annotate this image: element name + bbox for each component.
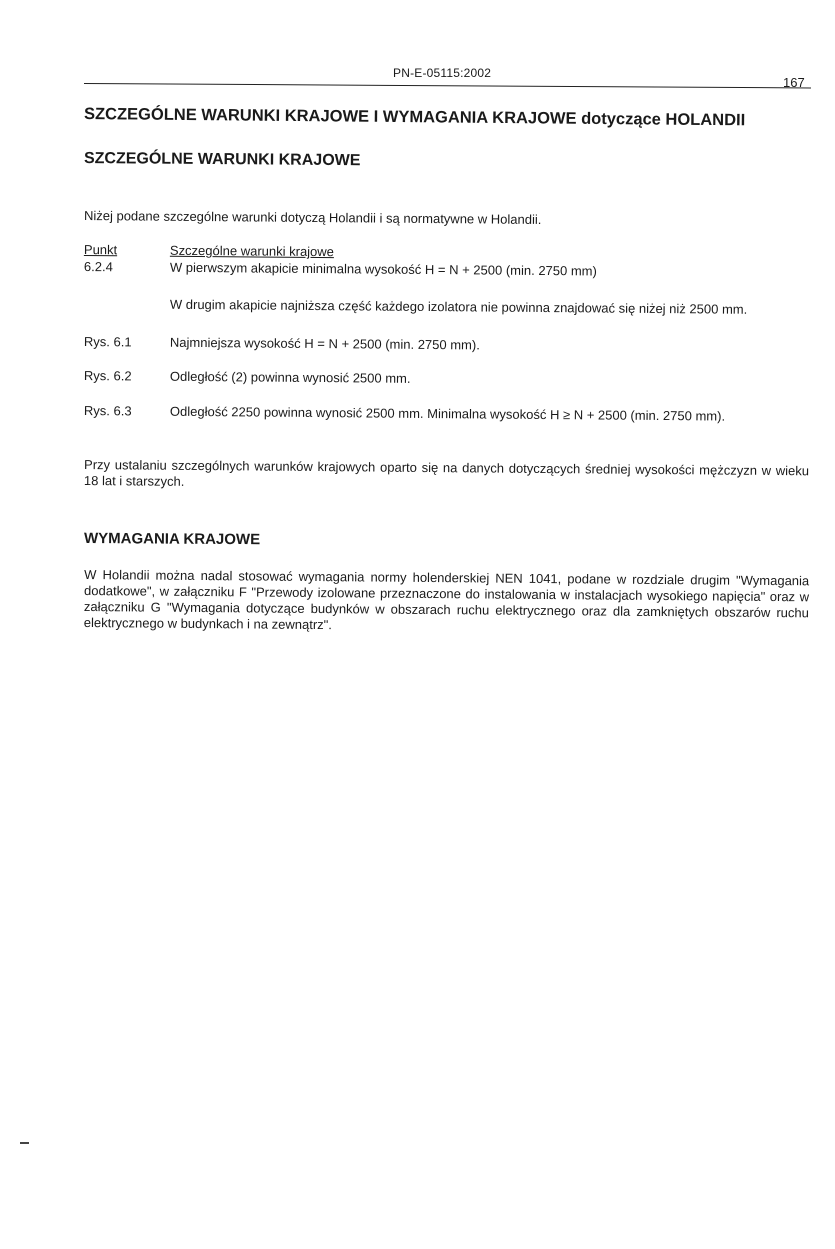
column-header-condition: Szczególne warunki krajowe bbox=[169, 242, 335, 260]
column-header-clause: Punkt bbox=[83, 242, 118, 258]
section-subtitle: SZCZEGÓLNE WARUNKI KRAJOWE bbox=[83, 150, 361, 170]
header-rule bbox=[84, 83, 811, 88]
note-paragraph: Przy ustalaniu szczególnych warunków krajowych oparto się na danych dotyczących średniej wysokości mężczyzn w wieku 18 lat i starszych. bbox=[83, 457, 810, 489]
condition-text: W drugim akapicie najniższa część każdego izolatora nie powinna znajdować się niżej niż 2500 mm. bbox=[169, 296, 748, 317]
condition-text: Odległość (2) powinna wynosić 2500 mm. bbox=[169, 368, 411, 386]
scan-speck bbox=[20, 1142, 29, 1144]
clause-number: 6.2.4 bbox=[83, 259, 113, 275]
requirements-paragraph: W Holandii można nadal stosować wymagania normy holenderskiej NEN 1041, podane w rozdziale drugim "Wymagania dodatkowe", w załączniku F "Przewody izolowane przeznaczone do instalowania w instalacjach wysokiego napięcia" oraz w załączniku G "Wymagania dotyczące budynków w obszarach ruchu elektrycznego oraz dla zamkniętych obszarów ruchu elektrycznego w budynkach i na zewnątrz". bbox=[83, 567, 810, 633]
page-number: 167 bbox=[783, 75, 805, 90]
document-title: SZCZEGÓLNE WARUNKI KRAJOWE I WYMAGANIA KRAJOWE dotyczące HOLANDII bbox=[83, 105, 746, 130]
requirements-heading: WYMAGANIA KRAJOWE bbox=[83, 530, 261, 549]
document-code: PN-E-05115:2002 bbox=[393, 66, 492, 80]
clause-number: Rys. 6.2 bbox=[83, 368, 132, 384]
clause-number: Rys. 6.1 bbox=[83, 334, 132, 350]
clause-number: Rys. 6.3 bbox=[83, 403, 132, 419]
condition-text: W pierwszym akapicie minimalna wysokość H = N + 2500 (min. 2750 mm) bbox=[169, 259, 597, 279]
condition-text: Najmniejsza wysokość H = N + 2500 (min. 2750 mm). bbox=[169, 334, 480, 353]
intro-paragraph: Niżej podane szczególne warunki dotyczą Holandii i są normatywne w Holandii. bbox=[83, 208, 542, 227]
condition-text: Odległość 2250 powinna wynosić 2500 mm. Minimalna wysokość H ≥ N + 2500 (min. 2750 mm). bbox=[169, 403, 726, 424]
